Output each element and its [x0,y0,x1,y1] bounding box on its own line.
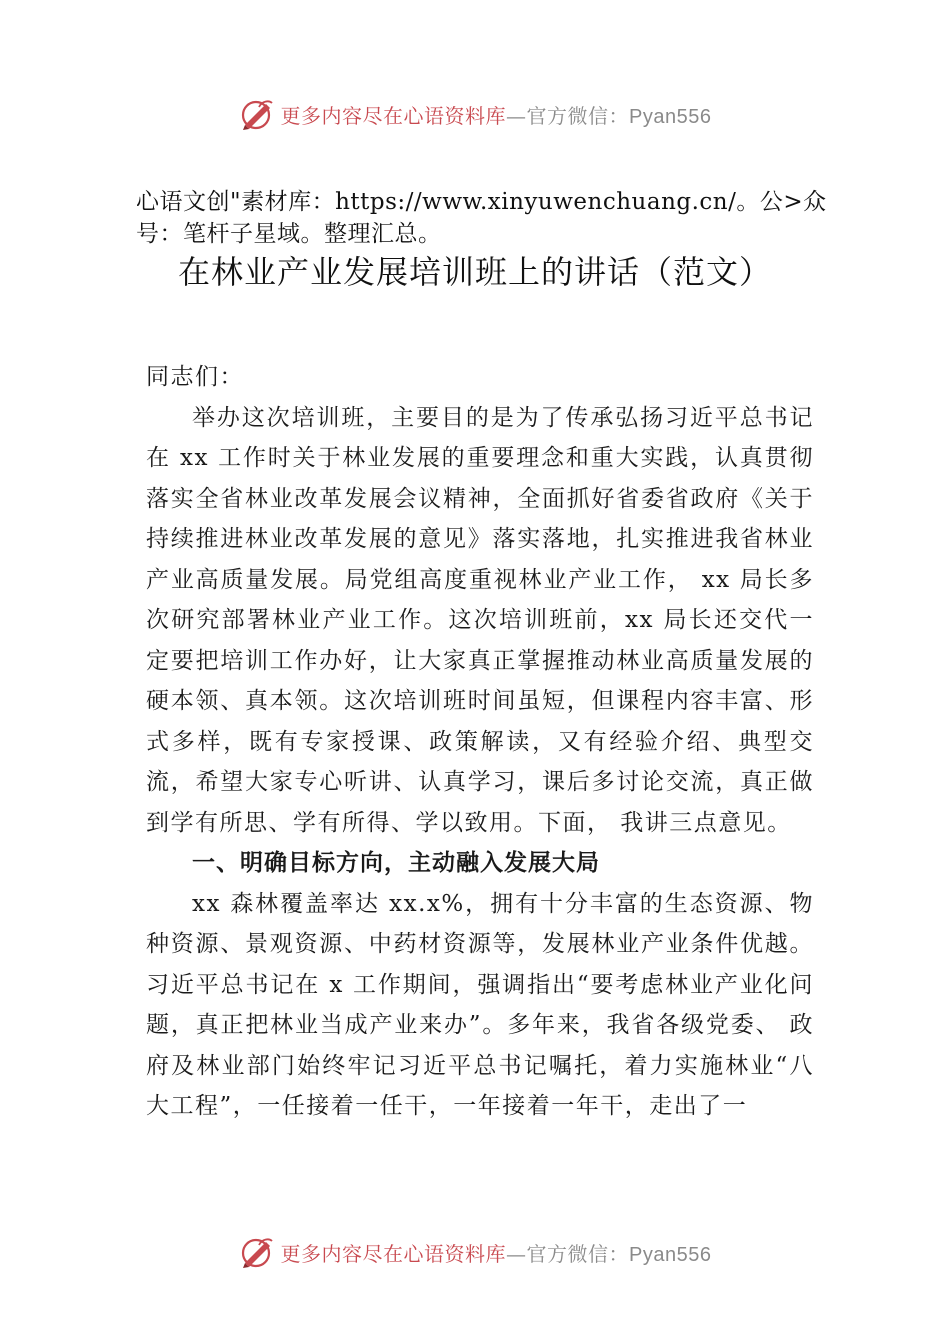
banner-main: 更多内容尽在心语资料库 [280,103,507,128]
document-body [146,357,814,1127]
banner-label: 官方微信： [526,1241,630,1266]
banner-text [281,100,712,129]
paragraph: 举办这次培训班，主要目的是为了传承弘扬习近平总书记在 xx 工作时关于林业发展的重要理念和重大实践，认真贯彻落实全省林业改革发展会议精神，全面抓好省委省政府《关于持续推进林业改革发展的意见》落实落地，扎实推进我省林业产业高质量发展。局党组高度重视林业产业工作， xx 局长多次研究部署林业产业工作。这次培训班前，xx 局长还交代一定要把培训工作办好，让大家真正掌握推动林业高质量发展的硬本领、真本领。这次培训班时间虽短，但课程内容丰富、形式多样，既有专家授课、政策解读，又有经验介绍、典型交流，希望大家专心听讲、认真学习，课后多讨论交流，真正做到学有所思、学有所得、学以致用。下面， 我讲三点意见。 [146,404,814,836]
banner-separator: — [506,103,527,128]
banner-separator: — [506,1241,527,1266]
banner-wechat: Pyan556 [629,1243,712,1266]
section-heading: 一、明确目标方向，主动融入发展大局 [192,850,600,876]
footer-banner [0,1232,950,1272]
banner-main: 更多内容尽在心语资料库 [280,1241,507,1266]
header-banner [0,94,950,134]
pen-logo-icon [239,1234,275,1270]
banner-wechat: Pyan556 [629,105,712,128]
pen-logo-icon [239,96,275,132]
greeting: 同志们： [146,364,244,390]
source-note: 心语文创"素材库：https://www.xinyuwenchuang.cn/。公>众号：笔杆子星域。整理汇总。 [136,189,827,247]
paragraph: xx 森林覆盖率达 xx.x%，拥有十分丰富的生态资源、物种资源、景观资源、中药材资源等，发展林业产业条件优越。习近平总书记在 x 工作期间，强调指出“要考虑林业产业化问题，真正把林业当成产业来办”。多年来，我省各级党委、 政府及林业部门始终牢记习近平总书记嘱托，着力实施林业“八大工程”，一任接着一任干，一年接着一年干，走出了一 [146,890,814,1119]
banner-text [281,1238,712,1267]
banner-label: 官方微信： [526,103,630,128]
document-title: 在林业产业发展培训班上的讲话（范文） [177,253,772,291]
